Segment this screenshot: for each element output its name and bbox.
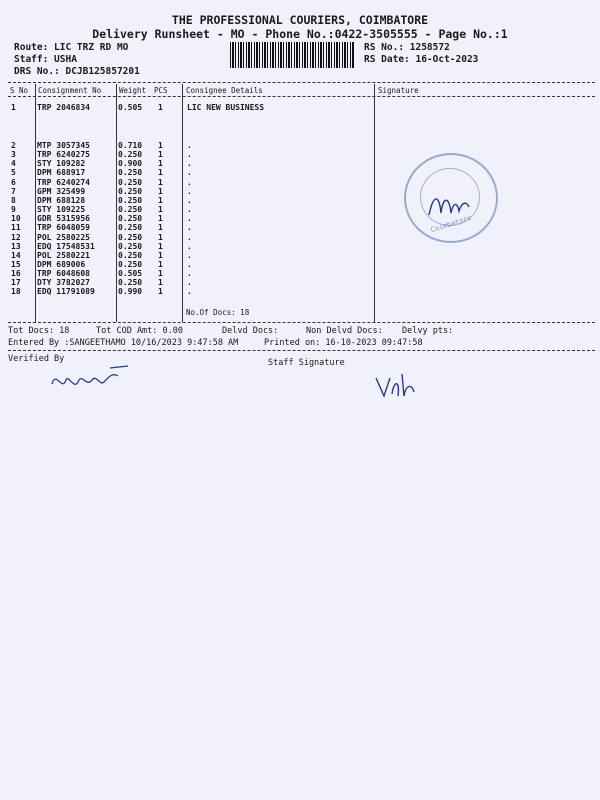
route-label: Route: LIC TRZ RD MO	[14, 42, 129, 53]
row-consignment-no: TRP 6240274	[37, 177, 90, 187]
row-sno: 3	[11, 150, 16, 160]
row-weight: 0.505	[118, 269, 143, 279]
row-pcs: 1	[158, 287, 163, 297]
row-pcs: 1	[158, 168, 163, 178]
row-consignee-details: .	[187, 141, 192, 150]
table-row	[0, 251, 600, 259]
row-consignment-no: DPM 688917	[37, 168, 86, 178]
table-top-rule	[8, 82, 595, 83]
row-weight: 0.250	[118, 214, 143, 224]
stamp-signature-scribble	[425, 185, 475, 225]
delivery-points: Delvy pts:	[402, 326, 454, 336]
row-weight: 0.250	[118, 195, 143, 205]
row-consignee-details: .	[187, 186, 192, 196]
row-consignee-details: .	[187, 214, 192, 224]
row-consignment-no: STY 109225	[37, 205, 86, 215]
row-consignment-no: EDQ 17548531	[37, 241, 95, 251]
row-consignee-details: .	[187, 195, 192, 205]
staff-label: Staff: USHA	[14, 54, 77, 65]
row-consignment-no: TRP 6048059	[37, 223, 90, 233]
row-pcs: 1	[158, 214, 163, 224]
row-weight: 0.250	[118, 232, 143, 242]
printed-on: Printed on: 16-10-2023 09:47:58	[264, 338, 423, 348]
table-row	[0, 260, 600, 268]
row-weight: 0.250	[118, 177, 143, 187]
row-pcs: 1	[158, 159, 163, 169]
col-header-weight: Weight	[119, 86, 147, 95]
row-consignment-no: DPM 688128	[37, 195, 86, 205]
rs-number: RS No.: 1258572	[364, 42, 450, 53]
row-weight: 0.250	[118, 186, 143, 196]
row-consignment-no: TRP 6240275	[37, 150, 90, 160]
row-pcs: 1	[158, 141, 163, 150]
row-consignee-details: .	[187, 150, 192, 160]
table-row	[0, 233, 600, 241]
row-weight: 0.250	[118, 223, 143, 233]
row-consignee-details: .	[187, 205, 192, 215]
table-row	[0, 187, 600, 195]
table-row	[0, 178, 600, 186]
row-weight: 0.250	[118, 278, 143, 288]
row-sno: 14	[11, 250, 21, 260]
drs-number: DRS No.: DCJB125857201	[14, 66, 140, 77]
row-consignment-no: STY 109282	[37, 159, 86, 169]
row-pcs: 1	[158, 186, 163, 196]
row-consignment-no: GDR 5315956	[37, 214, 90, 224]
entered-by: Entered By :SANGEETHAMO 10/16/2023 9:47:58 AM	[8, 338, 239, 348]
table-row	[0, 269, 600, 277]
row-consignee-details: .	[187, 177, 192, 187]
table-row	[0, 150, 600, 158]
table-row	[0, 168, 600, 176]
row-consignment-no: POL 2580225	[37, 232, 90, 242]
row-consignment-no: TRP 6048608	[37, 269, 90, 279]
row-pcs: 1	[158, 278, 163, 288]
row-consignee-details: LIC NEW BUSINESS	[187, 103, 265, 112]
table-row	[0, 141, 600, 149]
row-consignee-details: .	[187, 159, 192, 169]
row-sno: 11	[11, 223, 21, 233]
col-header-pcs: PCS	[154, 86, 168, 95]
row-pcs: 1	[158, 241, 163, 251]
row-consignee-details: .	[187, 259, 192, 269]
row-sno: 12	[11, 232, 21, 242]
rs-date: RS Date: 16-Oct-2023	[364, 54, 479, 65]
col-header-consignee: Consignee Details	[186, 86, 263, 95]
row-consignee-details: .	[187, 223, 192, 233]
footer-rule	[8, 350, 595, 351]
row-sno: 17	[11, 278, 21, 288]
row-weight: 0.250	[118, 205, 143, 215]
row-consignee-details: .	[187, 241, 192, 251]
table-header-rule	[8, 96, 595, 97]
row-sno: 15	[11, 259, 21, 269]
delivered-docs: Delvd Docs:	[222, 326, 279, 336]
row-pcs: 1	[158, 177, 163, 187]
table-row	[0, 214, 600, 222]
table-bottom-rule	[8, 322, 595, 323]
row-pcs: 1	[158, 103, 163, 112]
row-sno: 2	[11, 141, 16, 150]
row-weight: 0.710	[118, 141, 143, 150]
staff-signature	[372, 370, 422, 402]
col-header-signature: Signature	[378, 86, 419, 95]
row-weight: 0.250	[118, 241, 143, 251]
stamp-text: Coimbatore	[429, 213, 473, 235]
row-consignee-details: .	[187, 232, 192, 242]
table-row	[0, 278, 600, 286]
row-sno: 9	[11, 205, 16, 215]
barcode	[230, 42, 354, 68]
row-pcs: 1	[158, 269, 163, 279]
row-weight: 0.250	[118, 250, 143, 260]
table-row	[0, 242, 600, 250]
row-weight: 0.505	[118, 103, 143, 112]
row-consignee-details: .	[187, 278, 192, 288]
row-consignment-no: GPM 325499	[37, 186, 86, 196]
row-pcs: 1	[158, 232, 163, 242]
row-pcs: 1	[158, 223, 163, 233]
col-header-sno: S No	[10, 86, 29, 95]
table-row	[0, 205, 600, 213]
row-sno: 18	[11, 287, 21, 297]
row-weight: 0.250	[118, 168, 143, 178]
no-of-docs: No.Of Docs: 18	[186, 308, 250, 317]
row-pcs: 1	[158, 150, 163, 160]
row-pcs: 1	[158, 250, 163, 260]
row-consignment-no: EDQ 11791089	[37, 287, 95, 297]
table-row	[0, 159, 600, 167]
row-consignment-no: MTP 3057345	[37, 141, 90, 150]
staff-signature-label: Staff Signature	[268, 358, 345, 368]
row-consignee-details: .	[187, 168, 192, 178]
row-weight: 0.250	[118, 150, 143, 160]
row-sno: 7	[11, 186, 16, 196]
row-pcs: 1	[158, 205, 163, 215]
row-consignment-no: POL 2580221	[37, 250, 90, 260]
row-pcs: 1	[158, 259, 163, 269]
row-sno: 4	[11, 159, 16, 169]
row-consignee-details: .	[187, 250, 192, 260]
row-pcs: 1	[158, 195, 163, 205]
row-consignment-no: TRP 2046834	[37, 103, 90, 112]
row-sno: 6	[11, 177, 16, 187]
row-sno: 8	[11, 195, 16, 205]
table-row	[0, 196, 600, 204]
verified-by-label: Verified By	[8, 354, 65, 364]
row-consignment-no: DTY 3782027	[37, 278, 90, 288]
row-sno: 5	[11, 168, 16, 178]
total-docs: Tot Docs: 18	[8, 326, 70, 336]
row-weight: 0.990	[118, 287, 143, 297]
total-cod-amount: Tot COD Amt: 0.00	[96, 326, 183, 336]
row-consignment-no: DPM 689006	[37, 259, 86, 269]
row-sno: 1	[11, 103, 16, 112]
row-weight: 0.250	[118, 259, 143, 269]
row-consignee-details: .	[187, 287, 192, 297]
table-row	[0, 223, 600, 231]
runsheet-subtitle: Delivery Runsheet - MO - Phone No.:0422-3505555 - Page No.:1	[92, 27, 508, 41]
row-consignee-details: .	[187, 269, 192, 279]
row-sno: 10	[11, 214, 21, 224]
table-row	[0, 287, 600, 295]
verifier-signature	[48, 362, 138, 398]
row-sno: 13	[11, 241, 21, 251]
table-row	[0, 103, 600, 111]
company-title: THE PROFESSIONAL COURIERS, COIMBATORE	[171, 13, 429, 27]
row-weight: 0.900	[118, 159, 143, 169]
row-sno: 16	[11, 269, 21, 279]
non-delivered-docs: Non Delvd Docs:	[306, 326, 383, 336]
col-header-consignment: Consignment No	[38, 86, 102, 95]
